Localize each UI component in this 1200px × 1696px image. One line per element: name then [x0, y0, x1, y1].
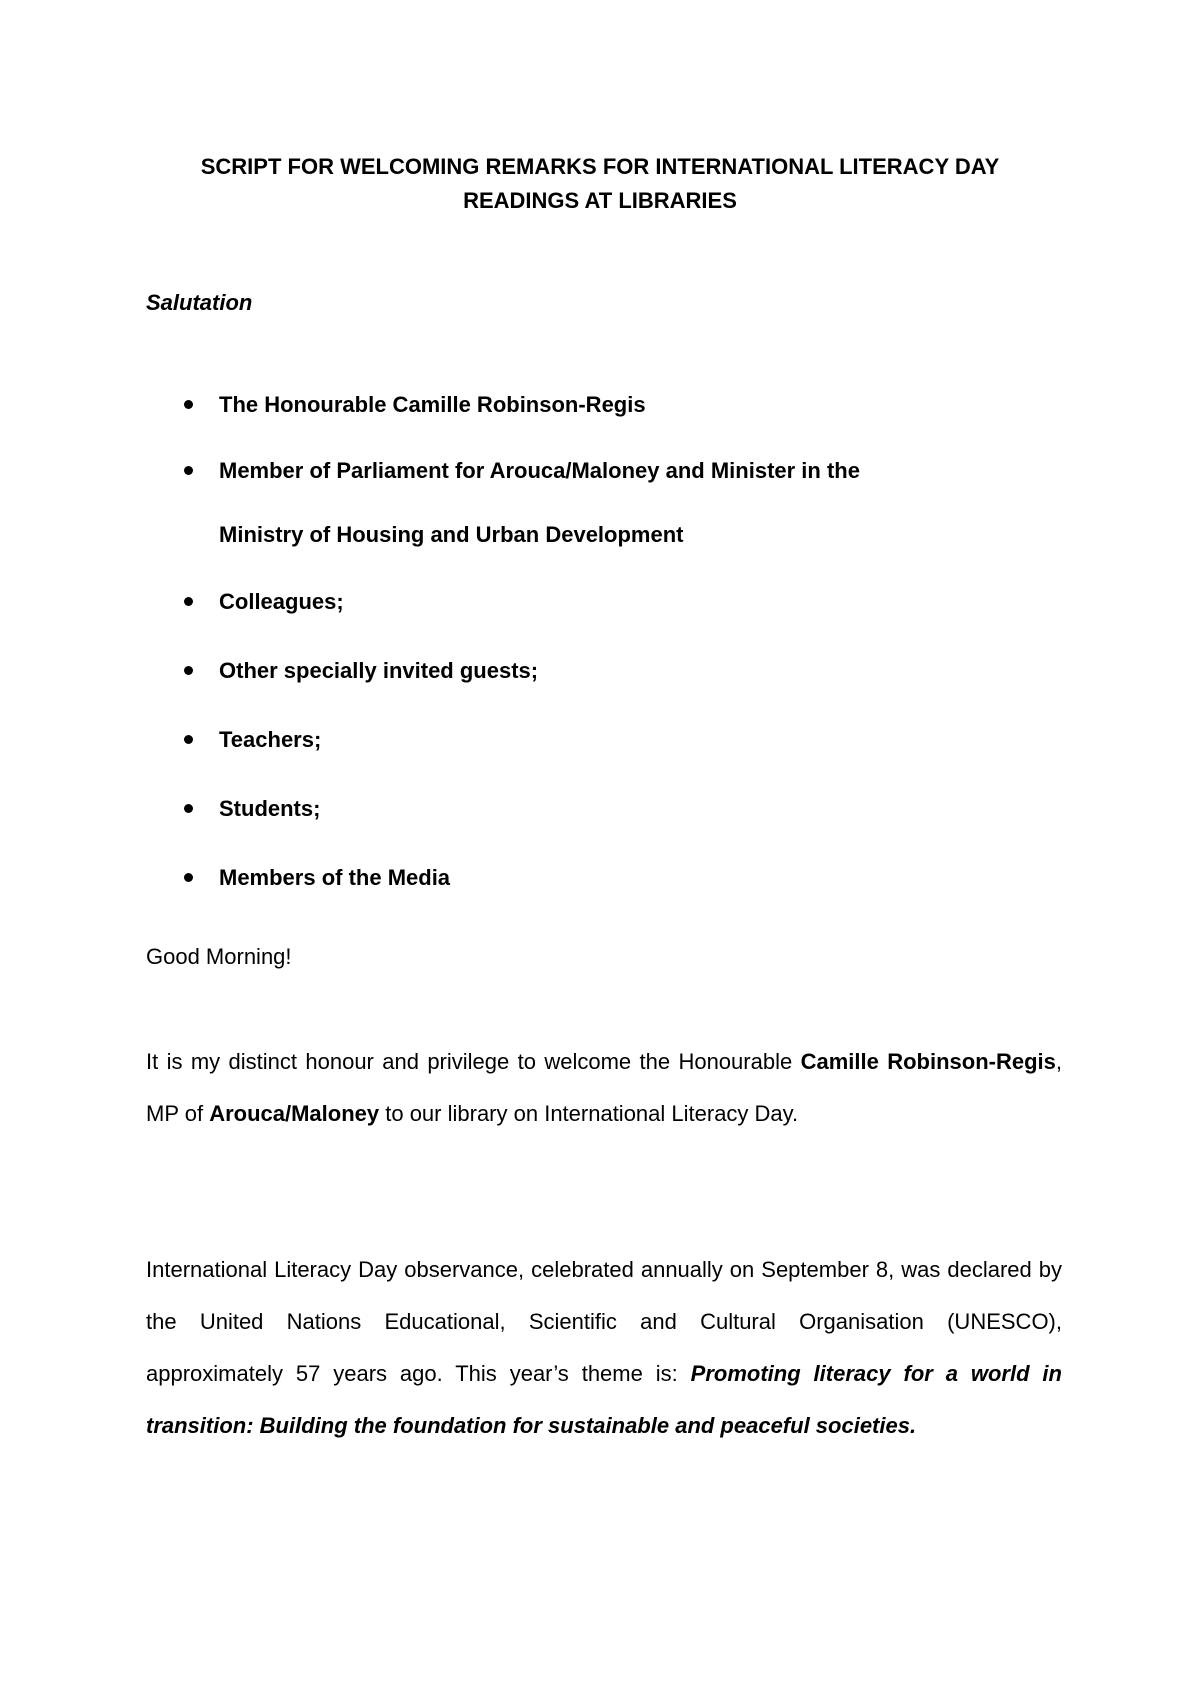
theme-text: Promoting literacy for a world in transition: Building the foundation for sustainable and peaceful societies.	[146, 1361, 1062, 1438]
welcome-text-1: It is my distinct honour and privilege to welcome the Honourable	[146, 1049, 801, 1074]
constituency-name: Arouca/Maloney	[209, 1101, 380, 1126]
list-item	[146, 439, 1066, 567]
list-item	[146, 636, 1066, 705]
bullet-icon	[184, 873, 193, 882]
list-item	[146, 370, 1066, 439]
list-item-text: Member of Parliament for Arouca/Maloney and Minister in the	[219, 458, 860, 483]
list-item-text: The Honourable Camille Robinson-Regis	[219, 392, 646, 417]
bullet-icon	[184, 466, 193, 475]
bullet-icon	[184, 804, 193, 813]
list-item-text: Members of the Media	[219, 865, 451, 890]
list-item-text: Other specially invited guests;	[219, 658, 539, 683]
list-item-text: Students;	[219, 796, 321, 821]
list-item-text-continued: Ministry of Housing and Urban Development	[219, 522, 684, 547]
literacy-day-paragraph	[146, 1244, 1062, 1452]
list-item	[146, 567, 1066, 636]
bullet-icon	[184, 597, 193, 606]
salutation-heading: Salutation	[146, 290, 253, 315]
list-item	[146, 843, 1066, 912]
list-item-text: Teachers;	[219, 727, 322, 752]
document-title	[120, 150, 1080, 218]
welcome-text-3: to our library on International Literacy Day.	[379, 1101, 799, 1126]
list-item	[146, 774, 1066, 843]
salutation-list	[146, 370, 1066, 912]
welcome-paragraph	[146, 1036, 1062, 1140]
title-line-1: SCRIPT FOR WELCOMING REMARKS FOR INTERNATIONAL LITERACY DAY	[200, 154, 1000, 179]
greeting: Good Morning!	[146, 944, 292, 969]
honouree-name: Camille Robinson-Regis	[800, 1049, 1056, 1074]
list-item	[146, 705, 1066, 774]
list-item-text: Colleagues;	[219, 589, 344, 614]
bullet-icon	[184, 400, 193, 409]
title-line-2: READINGS AT LIBRARIES	[463, 188, 737, 213]
literacy-day-text: International Literacy Day observance, celebrated annually on September 8, was declared by the United Nations Educational, Scientific and Cultural Organisation (UNESCO), approximately 57 years ago. This year’s theme is:	[146, 1257, 1062, 1386]
bullet-icon	[184, 666, 193, 675]
bullet-icon	[184, 735, 193, 744]
welcome-text-2: , MP of	[146, 1049, 1062, 1126]
